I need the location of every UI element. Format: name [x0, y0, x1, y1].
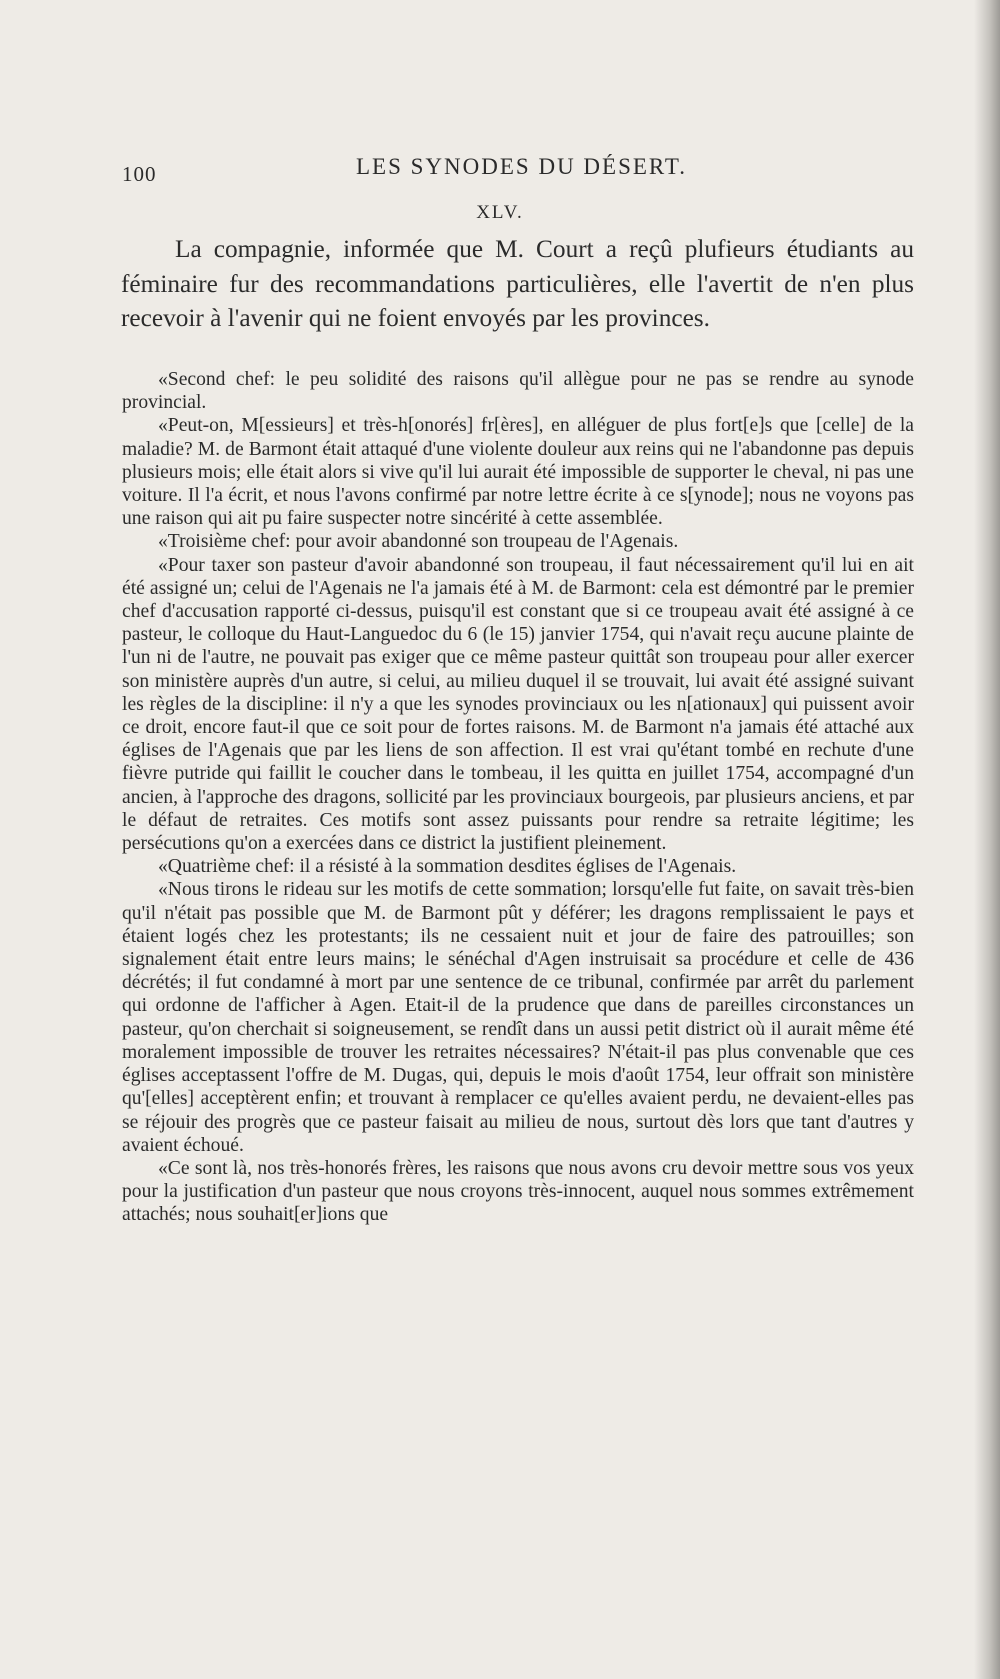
page-number: 100 [122, 162, 157, 186]
letter-paragraph-sommation: «Nous tirons le rideau sur les motifs de cette sommation; lorsqu'elle fut faite, on savait très-bien qu'il n'était pas possible que M. de Barmont pût y déférer; les dragons remplissaient le pays et étaient logés chez les protestants; ils ne cessaient nuit et jour de faire des patrouilles; son signalement était entre leurs mains; le sénéchal d'Agen instruisait sa procédure et celle de 436 décrétés; il fut condamné à mort par une sentence de ce tribunal, confirmée par arrêt du parlement qui ordonne de l'afficher à Agen. Etait-il de la prudence que dans de pareilles circonstances un pasteur, qu'on cherchait si soigneusement, se rendît dans un aussi petit district où il aurait même été moralement impossible de trouver les retraites nécessaires? N'était-il pas plus convenable que ces églises acceptassent l'offre de M. Dugas, qui, depuis le mois d'août 1754, leur offrait son ministère qu'[elles] acceptèrent enfin; et trouvant à remplacer ce qu'elles avaient perdu, ne devaient-elles pas se réjouir des progrès que ce pasteur faisait au milieu de nous, surtout dès lors que tant d'autres y avaient échoué. [122, 879, 914, 1156]
letter-paragraph-second-chef: «Second chef: le peu solidité des raisons qu'il allègue pour ne pas se rendre au synode provincial. [122, 369, 914, 414]
letter-paragraph-troupeau: «Pour taxer son pasteur d'avoir abandonné son troupeau, il faut nécessairement qu'il lui en ait été assigné un; celui de l'Agenais ne l'a jamais été à M. de Barmont: cela est démontré par le premier chef d'accusation rapporté ci-dessus, puisqu'il est constant que si ce troupeau avait été assigné à ce pasteur, le colloque du Haut-Languedoc du 6 (le 15) janvier 1754, qui n'avait reçu aucune plainte de l'un ni de l'autre, ne pouvait pas exiger que ce même pasteur quittât son troupeau pour aller exercer son ministère auprès d'un autre, si celui, au milieu duquel il se trouvait, lui avait été assigné suivant les règles de la discipline: il n'y a que les synodes provinciaux ou les n[ationaux] qui puissent avoir ce droit, encore faut-il que ce soit pour de fortes raisons. M. de Barmont n'a jamais été attaché aux églises de l'Agenais que par les liens de son affection. Il est vrai qu'étant tombé en rechute d'une fièvre putride qui faillit le coucher dans le tombeau, il les quitta en juillet 1754, accompagné d'un ancien, à l'approche des dragons, sollicité par les provinciaux bourgeois, par plusieurs anciens, et par le défaut de retraites. Ces motifs sont assez puissants pour rendre sa retraite légitime; les persécutions qu'on a exercées dans ce district la justifient pleinement. [122, 554, 914, 855]
quoted-letter [122, 368, 914, 1227]
synod-decision [121, 232, 914, 336]
decision-paragraph: La compagnie, informée que M. Court a reçû plufieurs étudiants au féminaire fur des recommandations particulières, elle l'avertit de n'en plus recevoir à l'avenir qui ne foient envoyés par les provinces. [121, 235, 914, 332]
letter-paragraph-maladie: «Peut-on, M[essieurs] et très-h[onorés] fr[ères], en alléguer de plus fort[e]s que [celle] de la maladie? M. de Barmont était attaqué d'une violente douleur aux reins qui ne l'abandonne pas depuis plusieurs mois; elle était alors si vive qu'il lui aurait été impossible de supporter le cheval, ni pas une voiture. Il l'a écrit, et nous l'avons confirmé par notre lettre écrite à ce s[ynode]; nous ne voyons pas une raison qui ait pu faire suspecter notre sincérité à cette assemblée. [122, 415, 914, 530]
letter-paragraph-quatrieme-chef: «Quatrième chef: il a résisté à la sommation desdites églises de l'Agenais. [158, 856, 737, 878]
section-number: XLV. [476, 202, 524, 223]
running-title: LES SYNODES DU DÉSERT. [356, 154, 687, 179]
letter-paragraph-troisieme-chef: «Troisième chef: pour avoir abandonné son troupeau de l'Agenais. [158, 531, 679, 553]
page-edge-shadow [974, 0, 1000, 1679]
running-head [122, 154, 922, 184]
letter-paragraph-conclusion: «Ce sont là, nos très-honorés frères, les raisons que nous avons cru devoir mettre sous vos yeux pour la justification d'un pasteur que nous croyons très-innocent, auquel nous sommes extrêmement attachés; nous souhait[er]ions que [122, 1157, 914, 1226]
